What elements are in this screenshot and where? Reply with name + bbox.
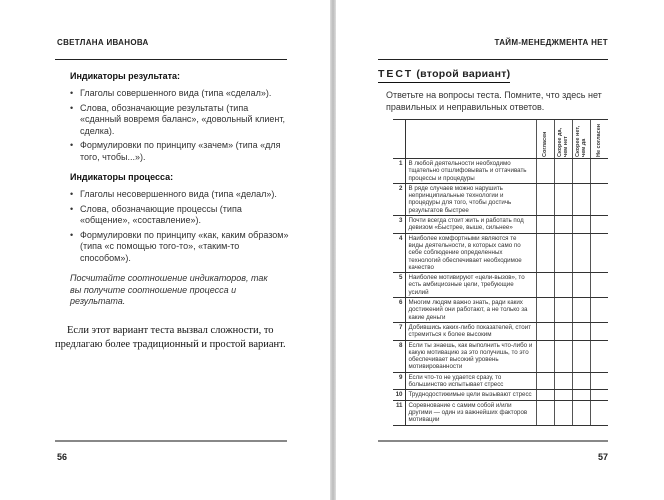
answer-cell[interactable] xyxy=(572,372,590,390)
column-header: Скорее да, чем нет xyxy=(554,120,572,159)
answer-cell[interactable] xyxy=(536,216,554,234)
column-header: Согласен xyxy=(536,120,554,159)
test-title-sub: (второй вариант) xyxy=(416,68,511,80)
answer-cell[interactable] xyxy=(536,233,554,272)
list-item: • Слова, обозначающие процессы (типа «общение», «составление»). xyxy=(70,204,290,227)
column-header: Не согласен xyxy=(590,120,608,159)
statement-text: Наиболее комфортными являются те виды деятельности, в которых само по себе соблюдение определенных технологий обеспечивает необходимое качество xyxy=(405,233,536,272)
statement-text: Многим людям важно знать, ради каких достижений они работают, а не только за какие деньги xyxy=(405,298,536,323)
statement-text: Если ты знаешь, как выполнить что-либо и какую мотивацию за это получишь, то это обеспечивает высокий уровень мотивированности xyxy=(405,340,536,372)
row-number: 5 xyxy=(393,273,405,298)
running-header-title: ТАЙМ-МЕНЕДЖМЕНТА НЕТ xyxy=(494,38,608,47)
test-table xyxy=(393,119,608,426)
answer-cell[interactable] xyxy=(590,233,608,272)
table-row xyxy=(393,233,608,272)
answer-cell[interactable] xyxy=(572,340,590,372)
row-number: 2 xyxy=(393,183,405,215)
answer-cell[interactable] xyxy=(536,159,554,184)
answer-cell[interactable] xyxy=(572,400,590,425)
statement-text: Почти всегда стоит жить и работать под девизом «Быстрее, выше, сильнее» xyxy=(405,216,536,234)
body-paragraph: Если этот вариант теста вызвал сложности, то предлагаю более традиционный и простой вариант. xyxy=(55,324,286,350)
answer-cell[interactable] xyxy=(536,183,554,215)
process-list xyxy=(70,189,290,267)
answer-cell[interactable] xyxy=(590,216,608,234)
row-number: 8 xyxy=(393,340,405,372)
row-number: 9 xyxy=(393,372,405,390)
row-number: 1 xyxy=(393,159,405,184)
table-row xyxy=(393,216,608,234)
statement-text: Наиболее мотивируют «цели-вызов», то есть амбициозные цели, требующие усилий xyxy=(405,273,536,298)
row-number: 3 xyxy=(393,216,405,234)
answer-cell[interactable] xyxy=(554,183,572,215)
answer-cell[interactable] xyxy=(536,400,554,425)
answer-cell[interactable] xyxy=(590,273,608,298)
answer-cell[interactable] xyxy=(572,390,590,400)
running-header-author: СВЕТЛАНА ИВАНОВА xyxy=(57,38,149,47)
answer-cell[interactable] xyxy=(590,298,608,323)
answer-cell[interactable] xyxy=(572,298,590,323)
answer-cell[interactable] xyxy=(590,390,608,400)
answer-cell[interactable] xyxy=(590,400,608,425)
left-page-body xyxy=(55,70,290,352)
table-row xyxy=(393,298,608,323)
answer-cell[interactable] xyxy=(536,273,554,298)
footer-rule xyxy=(378,440,608,442)
statement-text: Добившись каких-либо показателей, стоит стремиться к более высоким xyxy=(405,322,536,340)
column-header: Скорее нет, чем да xyxy=(572,120,590,159)
answer-cell[interactable] xyxy=(590,159,608,184)
row-number: 6 xyxy=(393,298,405,323)
statement-text: В ряде случаев можно нарушить непринципиальные технологии и процедуры для того, чтобы достичь результатов быстрее xyxy=(405,183,536,215)
table-row xyxy=(393,340,608,372)
answer-cell[interactable] xyxy=(590,183,608,215)
answer-cell[interactable] xyxy=(554,340,572,372)
table-row xyxy=(393,372,608,390)
table-row xyxy=(393,183,608,215)
table-row xyxy=(393,273,608,298)
table-row xyxy=(393,400,608,425)
answer-cell[interactable] xyxy=(554,400,572,425)
answer-cell[interactable] xyxy=(536,390,554,400)
footer-rule xyxy=(55,440,287,442)
table-row xyxy=(393,322,608,340)
answer-cell[interactable] xyxy=(536,298,554,323)
list-item: • Формулировки по принципу «зачем» (типа «для того, чтобы...»). xyxy=(70,140,290,163)
test-title-main: ТЕСТ xyxy=(378,68,414,80)
test-intro: Ответьте на вопросы теста. Помните, что здесь нет правильных и неправильных ответов. xyxy=(386,90,602,112)
right-page-body xyxy=(378,68,613,426)
answer-cell[interactable] xyxy=(572,183,590,215)
statement-text: Труднодостижимые цели вызывают стресс xyxy=(405,390,536,400)
italic-note: Посчитайте соотношение индикаторов, так вы получите соотношение процесса и результата. xyxy=(70,273,268,306)
right-page xyxy=(336,0,664,500)
header-rule xyxy=(378,59,608,60)
statement-text: Соревнование с самим собой и/или другими — один из важнейших факторов мотивации xyxy=(405,400,536,425)
answer-cell[interactable] xyxy=(554,390,572,400)
row-number: 7 xyxy=(393,322,405,340)
row-number: 11 xyxy=(393,400,405,425)
answer-cell[interactable] xyxy=(572,233,590,272)
answer-cell[interactable] xyxy=(554,372,572,390)
answer-cell[interactable] xyxy=(554,322,572,340)
table-row xyxy=(393,159,608,184)
answer-cell[interactable] xyxy=(536,322,554,340)
statement-text: В любой деятельности необходимо тщательно отшлифовывать и оттачивать процессы и процедуры xyxy=(405,159,536,184)
answer-cell[interactable] xyxy=(590,340,608,372)
answer-cell[interactable] xyxy=(590,372,608,390)
left-page xyxy=(0,0,330,500)
header-rule xyxy=(55,59,287,60)
answer-cell[interactable] xyxy=(590,322,608,340)
answer-cell[interactable] xyxy=(554,233,572,272)
list-item: • Формулировки по принципу «как, каким образом» (типа «с помощью того-то», «таким-то способом»). xyxy=(70,230,290,265)
answer-cell[interactable] xyxy=(536,340,554,372)
answer-cell[interactable] xyxy=(554,159,572,184)
page-number: 57 xyxy=(597,452,608,462)
answer-cell[interactable] xyxy=(554,216,572,234)
list-item: • Глаголы несовершенного вида (типа «делал»). xyxy=(70,189,290,201)
row-number: 4 xyxy=(393,233,405,272)
list-item: • Глаголы совершенного вида (типа «сделал»). xyxy=(70,88,290,100)
result-list xyxy=(70,88,290,166)
answer-cell[interactable] xyxy=(536,372,554,390)
answer-cell[interactable] xyxy=(572,216,590,234)
test-title xyxy=(378,68,510,83)
answer-cell[interactable] xyxy=(554,298,572,323)
table-row xyxy=(393,390,608,400)
answer-cell[interactable] xyxy=(572,273,590,298)
process-heading: Индикаторы процесса: xyxy=(70,172,174,182)
answer-cell[interactable] xyxy=(554,273,572,298)
answer-cell[interactable] xyxy=(572,322,590,340)
list-item: • Слова, обозначающие результаты (типа «сданный вовремя баланс», «довольный клиент, сделка). xyxy=(70,103,290,138)
page-number: 56 xyxy=(57,452,68,462)
answer-cell[interactable] xyxy=(572,159,590,184)
statement-text: Если что-то не удается сразу, то большинство испытывает стресс xyxy=(405,372,536,390)
result-heading: Индикаторы результата: xyxy=(70,71,181,81)
row-number: 10 xyxy=(393,390,405,400)
